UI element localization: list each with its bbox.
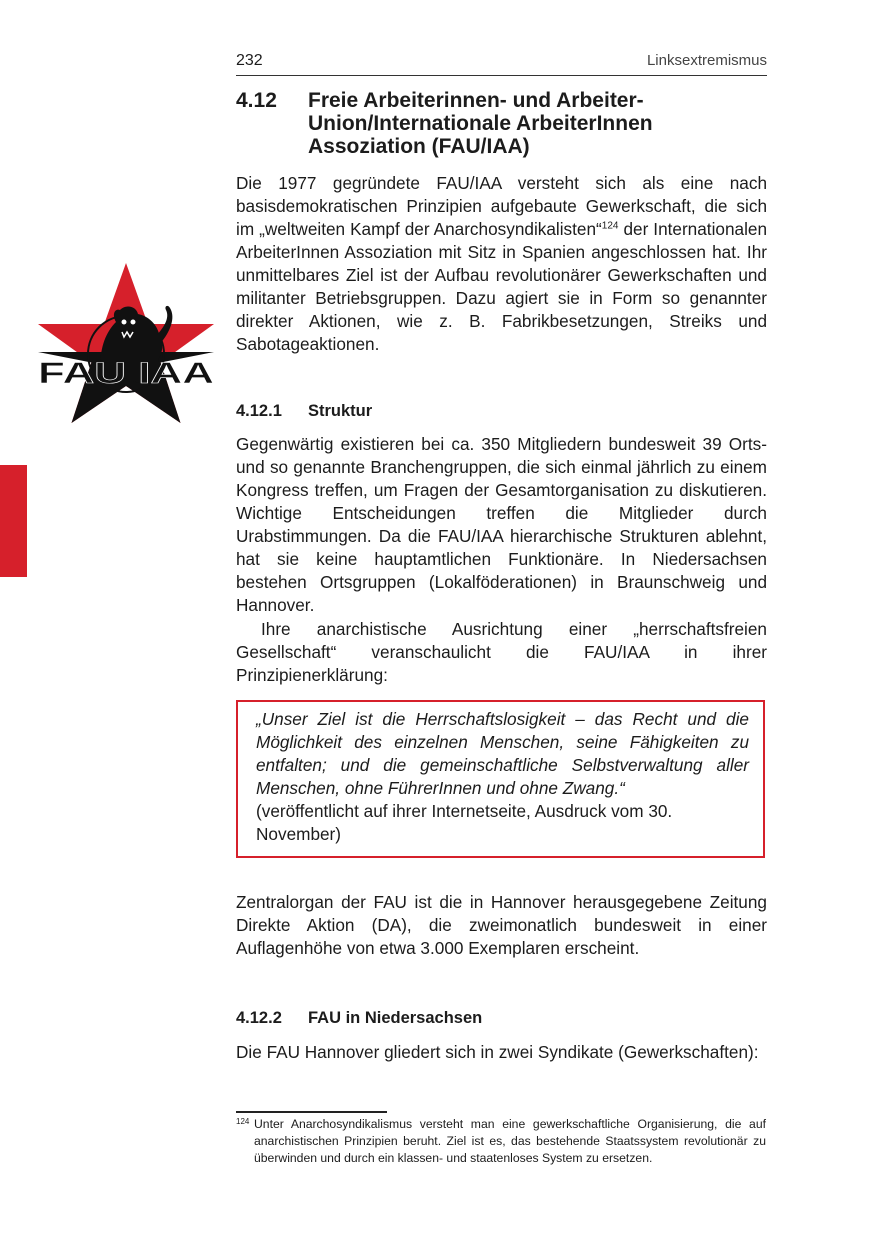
page-header [236,51,767,76]
subsection-number: 4.12.1 [236,402,282,420]
struktur-paragraph-1: Gegenwärtig existieren bei ca. 350 Mitgliedern bundesweit 39 Orts- und so genannte Branchengruppen, die sich einmal jährlich zu einem Kongress treffen, um Fragen der Gesamtorganisation zu diskutieren. Wichtige Entscheidungen treffen die Mitglieder durch Urabstimmungen. Da die FAU/IAA hierarchische Strukturen ablehnt, hat sie keine hauptamtlichen Funktionäre. In Niedersachsen bestehen Ortsgruppen (Lokalföderationen) in Braunschweig und Hannover. [236,434,767,615]
subsection-number: 4.12.2 [236,1009,282,1027]
quote-box [236,700,765,858]
section-title: Freie Arbeiterinnen- und Arbeiter-Union/Internationale ArbeiterInnen Assoziation (FAU/IAA) [308,89,653,158]
footnote-reference[interactable]: 124 [601,220,619,232]
footnote-divider [236,1111,387,1113]
footnote-mark: 124 [236,1117,250,1126]
logo-text: FAU IAA [38,357,214,390]
cat-eye-icon [122,320,127,325]
intro-text-part-1: Die 1977 gegründete FAU/IAA versteht sich als eine nach basisdemokratischen Prinzipien aufgebaute Gewerkschaft, die sich im „weltweiten Kampf der Anarchosyndikalisten“ [236,173,767,239]
running-head: Linksextremismus [646,52,767,69]
subsection-title: Struktur [308,402,373,420]
chapter-marker-tab [0,465,27,577]
intro-text-part-2: der Internationalen ArbeiterInnen Assoziation mit Sitz in Spanien angeschlossen hat. Ihr unmittelbares Ziel ist der Aufbau revolutionärer Gewerkschaften und militanter Betriebsgruppen. Dazu agiert sie in Form so genannter direkter Aktionen, wie z. B. Fabrikbesetzungen, Streiks und Sabotageaktionen. [236,219,768,354]
cat-eye-icon [131,320,136,325]
niedersachsen-paragraph: Die FAU Hannover gliedert sich in zwei Syndikate (Gewerkschaften): [236,1042,759,1062]
page-number: 232 [236,52,263,69]
struktur-paragraph-2: Ihre anarchistische Ausrichtung einer „herrschaftsfreien Gesellschaft“ veranschaulicht die FAU/IAA in ihrer Prinzipienerklärung: [236,619,767,685]
section-number: 4.12 [236,89,277,112]
fau-iaa-logo [32,258,220,428]
quote-text: „Unser Ziel ist die Herrschaftslosigkeit – das Recht und die Möglichkeit des einzelnen Menschen, seine Fähigkeiten zu entfalten; und die gemeinschaftliche Selbstverwaltung aller Menschen, ohne FührerInnen und ohne Zwang.“ [256,709,749,798]
footnote-text: Unter Anarchosyndikalismus versteht man eine gewerkschaftliche Organisierung, die auf anarchistischen Prinzipien beruht. Ziel ist es, das bestehende Staatssystem revolutionär zu überwinden und durch ein klassen- und staatenloses System zu ersetzen. [254,1117,766,1165]
intro-paragraph [236,172,767,356]
struktur-paragraph-3: Zentralorgan der FAU ist die in Hannover herausgegebene Zeitung Direkte Aktion (DA), die zweimonatlich bundesweit in einer Auflagenhöhe von etwa 3.000 Exemplaren erscheint. [236,892,767,958]
quote-source: (veröffentlicht auf ihrer Internetseite, Ausdruck vom 30. November) [256,801,673,844]
subsection-title: FAU in Niedersachsen [308,1009,483,1027]
